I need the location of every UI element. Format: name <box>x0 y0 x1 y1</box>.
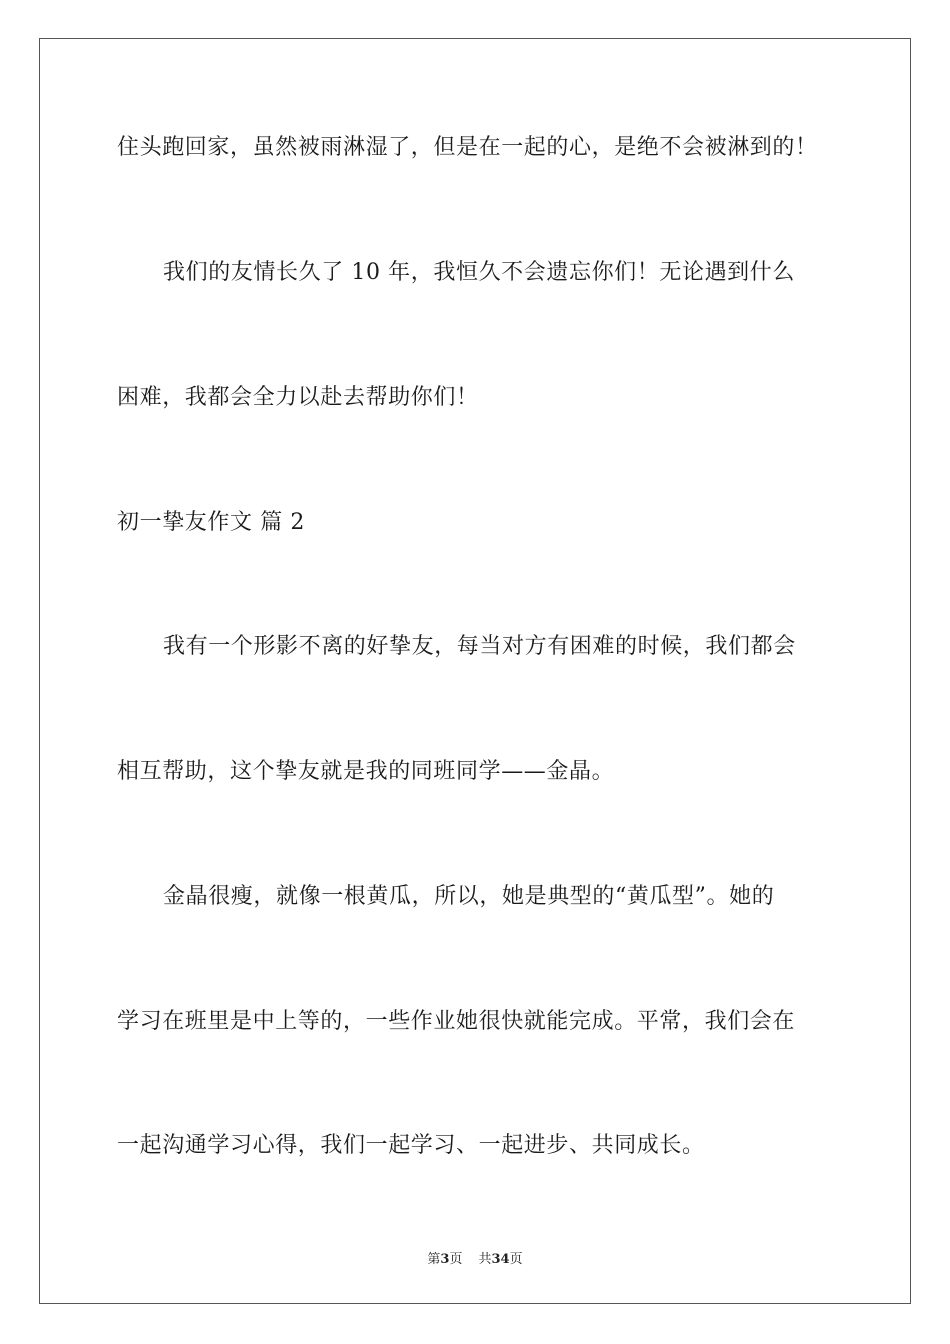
paragraph-line-3: 困难，我都会全力以赴去帮助你们！ <box>117 385 479 410</box>
total-pages: 34 <box>491 1252 510 1267</box>
page-suffix: 页 <box>449 1252 463 1267</box>
paragraph-line-7: 学习在班里是中上等的，一些作业她很快就能完成。平常，我们会在 <box>117 1009 796 1034</box>
paragraph-line-2: 我们的友情长久了 10 年，我恒久不会遗忘你们！无论遇到什么 <box>163 260 795 285</box>
total-suffix: 页 <box>509 1252 523 1267</box>
paragraph-line-1: 住头跑回家，虽然被雨淋湿了，但是在一起的心，是绝不会被淋到的！ <box>117 135 818 160</box>
paragraph-line-5: 相互帮助，这个挚友就是我的同班同学——金晶。 <box>117 759 615 784</box>
paragraph-line-8: 一起沟通学习心得，我们一起学习、一起进步、共同成长。 <box>117 1133 705 1158</box>
page-number: 3 <box>440 1252 450 1267</box>
page-border <box>39 38 911 1304</box>
page-footer <box>0 1248 950 1267</box>
paragraph-line-6: 金晶很瘦，就像一根黄瓜，所以，她是典型的“黄瓜型”。她的 <box>163 884 775 909</box>
section-heading: 初一挚友作文 篇 2 <box>117 510 305 535</box>
total-prefix: 共 <box>478 1252 492 1267</box>
page-prefix: 第 <box>427 1252 441 1267</box>
paragraph-line-4: 我有一个形影不离的好挚友，每当对方有困难的时候，我们都会 <box>163 634 796 659</box>
